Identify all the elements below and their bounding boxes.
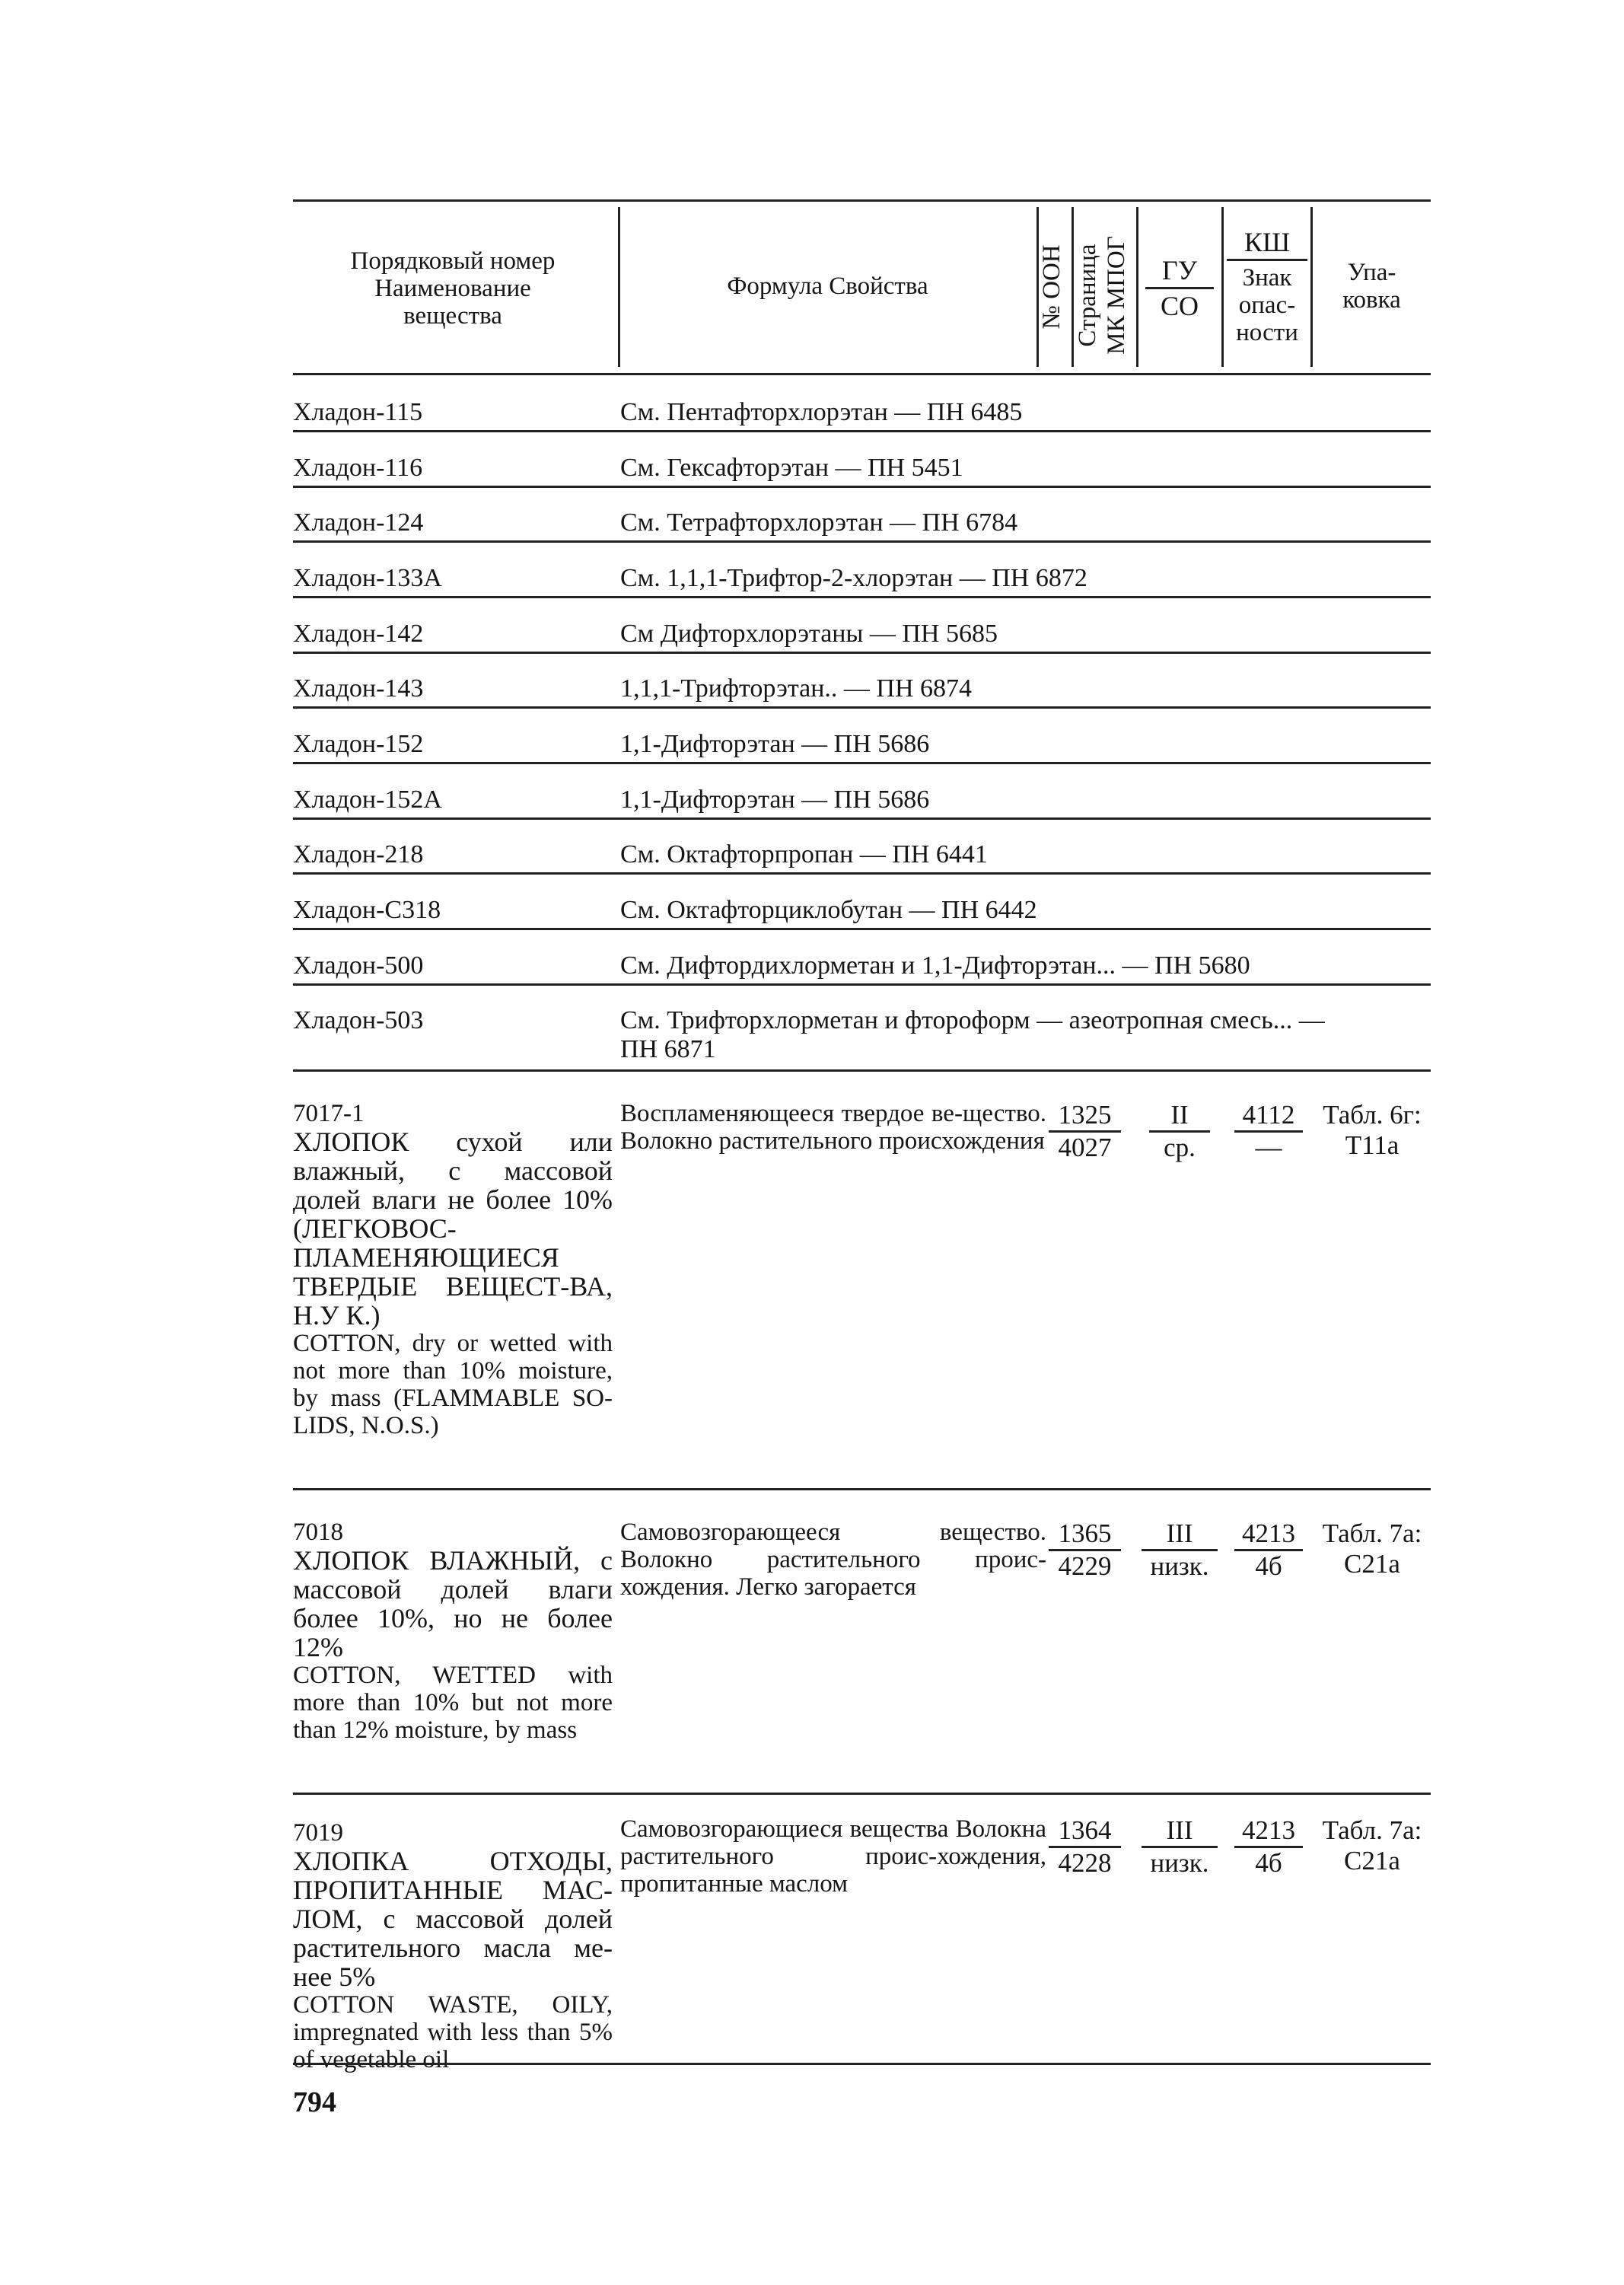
entry-number: 7018 [293, 1519, 343, 1546]
xref-target [620, 1006, 1325, 1064]
header-packaging [1317, 259, 1427, 314]
xref-target: См Дифторхлорэтаны — ПН 5685 [620, 620, 998, 648]
entry-un-number: 1365 [1049, 1519, 1121, 1551]
entry-pack-table: Табл. 7а: [1322, 1519, 1422, 1548]
entry-name-en: COTTON, WETTED with more than 10% but not more than 12% moisture, by mass [293, 1662, 613, 1744]
header-sign-line2: опас- [1238, 292, 1296, 319]
row-rule [293, 872, 1431, 875]
xref-name: Хладон-С318 [293, 896, 441, 924]
row-rule [293, 928, 1431, 930]
xref-target: 1,1,1-Трифторэтан.. — ПН 6874 [620, 674, 973, 703]
entry-un-page [1049, 1100, 1121, 1163]
header-so: СО [1160, 291, 1199, 321]
xref-name: Хладон-142 [293, 620, 424, 648]
xref-name: Хладон-116 [293, 454, 423, 482]
xref-name: Хладон-500 [293, 951, 424, 980]
entry-sign: — [1255, 1133, 1282, 1162]
row-rule [293, 540, 1431, 543]
xref-name: Хладон-152 [293, 730, 424, 758]
row-rule [293, 1793, 1431, 1795]
xref-name: Хладон-143 [293, 674, 424, 703]
entry-gu-so [1149, 1100, 1210, 1163]
entry-ksh-sign [1234, 1100, 1303, 1163]
header-gu: ГУ [1145, 255, 1214, 289]
xref-target: См. Тетрафторхлорэтан — ПН 6784 [620, 508, 1018, 537]
entry-pack-code: C21a [1344, 1846, 1400, 1875]
header-col7-line2: ковка [1342, 286, 1401, 314]
xref-target-line2: ПН 6871 [620, 1035, 716, 1063]
xref-target: См. Октафторпропан — ПН 6441 [620, 840, 988, 868]
entry-sign: 4б [1255, 1848, 1282, 1878]
entry-description: Воспламеняющееся твердое ве-щество. Волокно растительного происхождения [620, 1100, 1046, 1155]
entry-number: 7019 [293, 1819, 343, 1847]
entry-ksh: 4213 [1234, 1815, 1303, 1848]
header-divider-4 [1136, 207, 1138, 367]
xref-name: Хладон-218 [293, 840, 424, 868]
entry-number: 7017-1 [293, 1100, 365, 1127]
xref-name: Хладон-133А [293, 564, 442, 592]
entry-pack-code: T11a [1345, 1130, 1400, 1160]
entry-packaging [1315, 1815, 1429, 1876]
header-col1-line2: Наименование [374, 275, 531, 302]
entry-description: Самовозгорающееся вещество. Волокно растительного проис-хождения. Легко загорается [620, 1519, 1046, 1601]
row-rule [293, 706, 1431, 709]
xref-target-line1: См. Трифторхлорметан и фтороформ — азеотропная смесь... — [620, 1006, 1325, 1034]
header-col1-line1: Порядковый номер [350, 247, 556, 275]
header-un-number: № ООН [1038, 244, 1065, 330]
entry-pack-code: C21a [1344, 1549, 1400, 1579]
entry-sign: 4б [1255, 1551, 1282, 1581]
entry-so: низк. [1150, 1848, 1209, 1878]
entry-gu-so [1142, 1815, 1218, 1879]
row-rule [293, 430, 1431, 432]
entry-ksh-sign [1234, 1815, 1303, 1879]
entry-packaging [1315, 1100, 1429, 1161]
page-number: 794 [293, 2086, 336, 2118]
header-divider-5 [1221, 207, 1224, 367]
entry-substance [293, 1519, 613, 1744]
header-sign-line1: Знак [1242, 264, 1292, 292]
header-col7-line1: Упа- [1347, 259, 1396, 286]
header-ksh: КШ [1227, 228, 1307, 261]
entry-un-number: 1364 [1049, 1815, 1121, 1848]
row-rule [293, 2063, 1431, 2065]
entry-name-ru: ХЛОПОК сухой или влажный, с массовой долей влаги не более 10% (ЛЕГКОВОС-ПЛАМЕНЯЮЩИЕСЯ ТВЕРДЫЕ ВЕЩЕСТ-ВА, Н.У К.) [293, 1127, 613, 1331]
entry-un-number: 1325 [1049, 1100, 1121, 1133]
entry-substance [293, 1100, 613, 1439]
header-bottom-rule [293, 373, 1431, 375]
header-top-rule [293, 199, 1431, 202]
xref-name: Хладон-503 [293, 1006, 424, 1034]
header-col4-line2: МК МПОГ [1103, 236, 1130, 355]
entry-gu-so [1142, 1519, 1218, 1582]
xref-target: 1,1-Дифторэтан — ПН 5686 [620, 730, 930, 758]
entry-page: 4229 [1058, 1551, 1112, 1581]
entry-packaging [1315, 1519, 1429, 1579]
header-formula-properties: Формула Свойства [727, 272, 928, 300]
header-sign-line3: ности [1236, 319, 1298, 346]
entry-gu: II [1149, 1100, 1210, 1133]
entry-ksh-sign [1234, 1519, 1303, 1582]
header-substance-name [293, 247, 613, 330]
xref-target: См. 1,1,1-Трифтор-2-хлорэтан — ПН 6872 [620, 564, 1087, 592]
entry-un-page [1049, 1815, 1121, 1879]
xref-target: См. Гексафторэтан — ПН 5451 [620, 454, 963, 482]
entry-so: низк. [1150, 1551, 1209, 1581]
row-rule [293, 1488, 1431, 1490]
xref-name: Хладон-152А [293, 786, 442, 814]
entry-ksh: 4112 [1234, 1100, 1303, 1133]
entry-page: 4228 [1058, 1848, 1112, 1878]
header-ksh-sign [1227, 228, 1307, 346]
row-rule [293, 983, 1431, 986]
row-rule [293, 817, 1431, 820]
entry-gu: III [1142, 1815, 1218, 1848]
header-col1-line3: вещества [403, 302, 502, 330]
xref-target: 1,1-Дифторэтан — ПН 5686 [620, 786, 930, 814]
xref-target: См. Дифтордихлорметан и 1,1-Дифторэтан... — ПН 5680 [620, 951, 1250, 980]
xref-name: Хладон-124 [293, 508, 424, 537]
row-rule [293, 596, 1431, 598]
header-mk-mpog-page [1073, 227, 1134, 364]
entry-so: ср. [1164, 1133, 1196, 1162]
xref-target: См. Пентафторхлорэтан — ПН 6485 [620, 398, 1023, 426]
xref-name: Хладон-115 [293, 398, 423, 426]
entry-name-en: COTTON, dry or wetted with not more than 10% moisture, by mass (FLAMMABLE SO-LIDS, N.O.S.) [293, 1330, 613, 1439]
entry-pack-table: Табл. 7а: [1322, 1815, 1422, 1845]
header-divider-6 [1310, 207, 1313, 367]
row-rule [293, 762, 1431, 764]
entry-description: Самовозгорающиеся вещества Волокна растительного проис-хождения, пропитанные маслом [620, 1815, 1046, 1898]
entry-ksh: 4213 [1234, 1519, 1303, 1551]
entry-page: 4027 [1058, 1133, 1112, 1162]
entry-gu: III [1142, 1519, 1218, 1551]
entry-name-ru: ХЛОПКА ОТХОДЫ, ПРОПИТАННЫЕ МАС-ЛОМ, с массовой долей растительного масла ме-нее 5% [293, 1846, 613, 1992]
entry-name-en: COTTON WASTE, OILY, impregnated with less than 5% of vegetable oil [293, 1991, 613, 2073]
xref-target: См. Октафторциклобутан — ПН 6442 [620, 896, 1037, 924]
row-rule [293, 486, 1431, 488]
row-rule [293, 1069, 1431, 1072]
entry-pack-table: Табл. 6г: [1323, 1100, 1422, 1130]
entry-un-page [1049, 1519, 1121, 1582]
entry-substance [293, 1819, 613, 2073]
header-gu-so [1145, 255, 1214, 321]
row-rule [293, 652, 1431, 654]
header-col4-line1: Страница [1074, 244, 1101, 347]
entry-name-ru: ХЛОПОК ВЛАЖНЫЙ, с массовой долей влаги более 10%, но не более 12% [293, 1545, 613, 1662]
